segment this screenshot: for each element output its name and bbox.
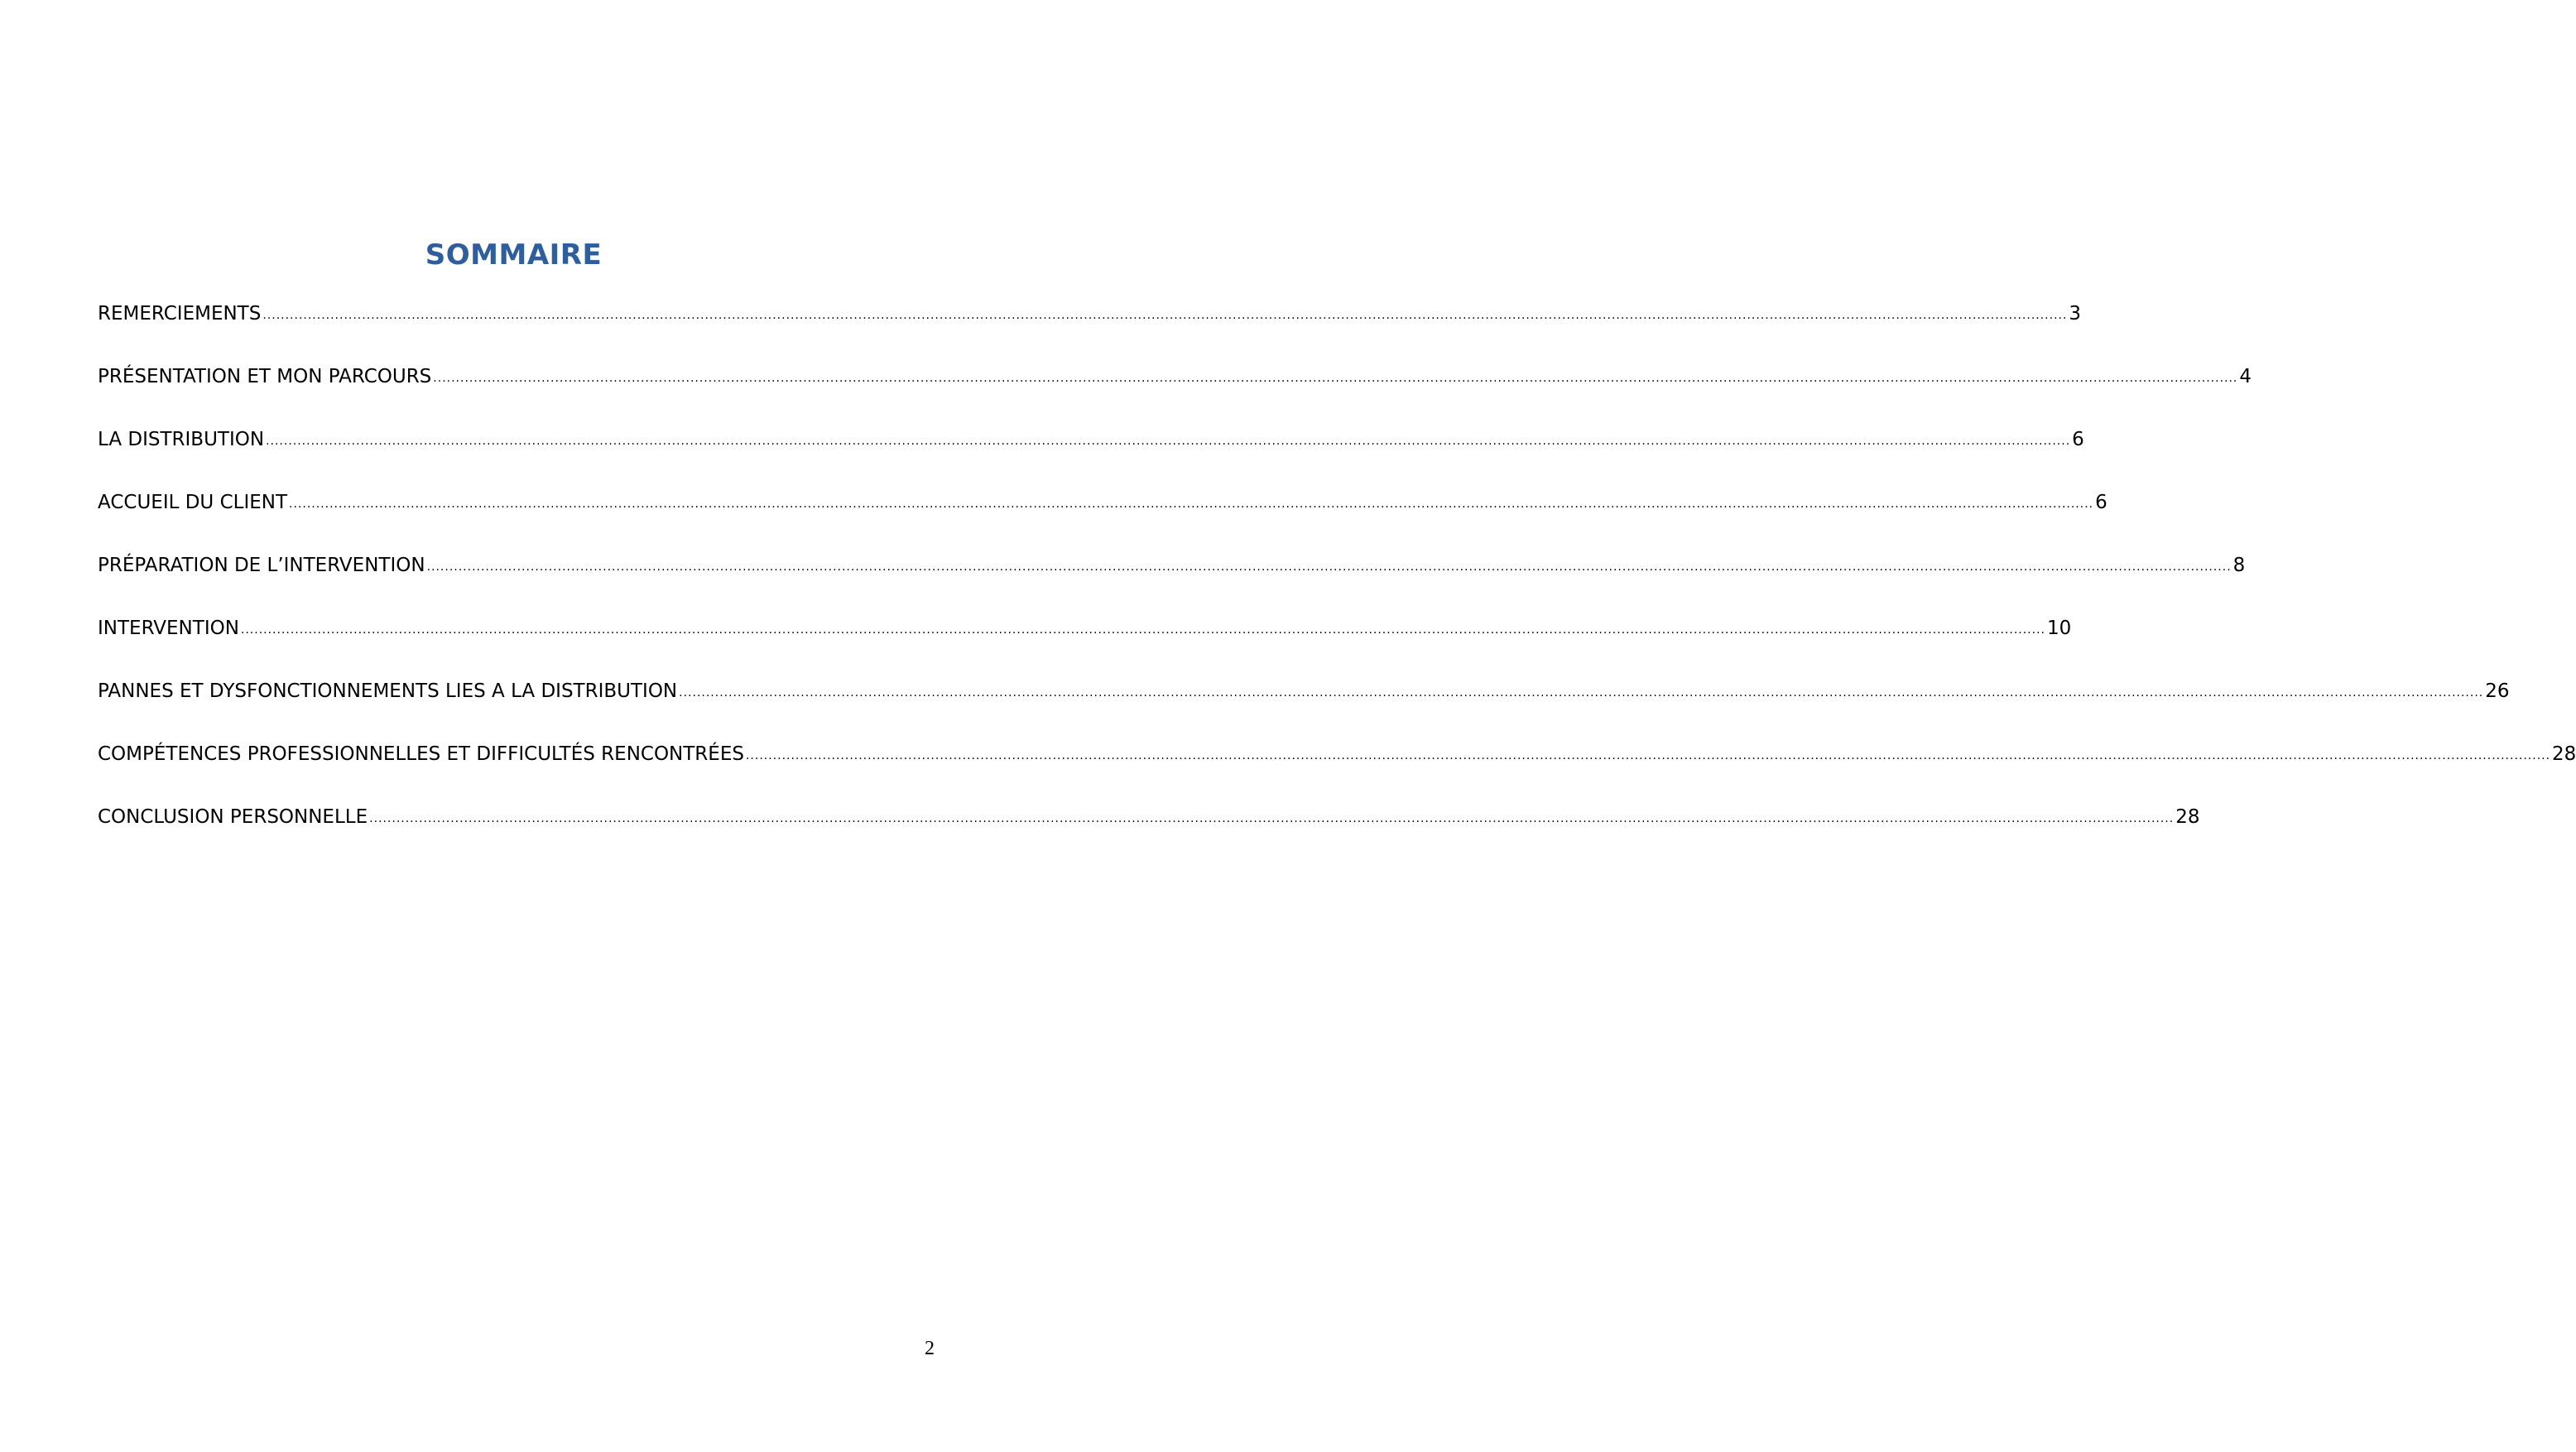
toc-entry xyxy=(98,301,2082,364)
toc-entry xyxy=(98,553,2246,616)
toc-entry xyxy=(98,805,2200,868)
toc-leader-dots: ................................................................................................................................................................................................................................................................................................................................................................................................................ xyxy=(433,372,2238,385)
toc-entry-label: COMPÉTENCES PROFESSIONNELLES ET DIFFICULTÉS RENCONTRÉES xyxy=(98,743,744,765)
toc-entry xyxy=(98,742,2576,805)
toc-leader-dots: ................................................................................................................................................................................................................................................................................................................................................................................................................ xyxy=(262,309,2068,322)
toc-entry-page: 28 xyxy=(2175,806,2200,828)
table-of-contents xyxy=(98,301,2576,868)
toc-entry xyxy=(98,490,2107,553)
toc-entry-page: 3 xyxy=(2069,303,2082,325)
page-title: SOMMAIRE xyxy=(425,238,603,272)
toc-entry-page: 6 xyxy=(2072,429,2084,450)
toc-entry-page: 4 xyxy=(2239,366,2252,387)
page-number: 2 xyxy=(925,1338,935,1359)
toc-entry xyxy=(98,616,2072,679)
toc-leader-dots: ................................................................................................................................................................................................................................................................................................................................................................................................................ xyxy=(679,686,2484,700)
toc-entry-page: 26 xyxy=(2485,680,2510,702)
toc-entry-label: ACCUEIL DU CLIENT xyxy=(98,492,288,513)
toc-entry-page: 6 xyxy=(2095,492,2107,513)
toc-entry xyxy=(98,427,2084,490)
toc-entry-label: PRÉSENTATION ET MON PARCOURS xyxy=(98,366,432,387)
toc-entry-page: 10 xyxy=(2046,618,2072,639)
toc-entry-page: 28 xyxy=(2552,743,2576,765)
toc-entry-label: INTERVENTION xyxy=(98,618,239,639)
toc-entry xyxy=(98,364,2252,427)
toc-entry-label: REMERCIEMENTS xyxy=(98,303,262,325)
toc-entry xyxy=(98,679,2510,742)
toc-entry-label: PANNES ET DYSFONCTIONNEMENTS LIES A LA DISTRIBUTION xyxy=(98,680,678,702)
toc-leader-dots: ................................................................................................................................................................................................................................................................................................................................................................................................................ xyxy=(266,435,2071,448)
toc-entry-label: CONCLUSION PERSONNELLE xyxy=(98,806,368,828)
toc-leader-dots: ................................................................................................................................................................................................................................................................................................................................................................................................................ xyxy=(289,498,2094,511)
toc-leader-dots: ................................................................................................................................................................................................................................................................................................................................................................................................................ xyxy=(240,623,2045,637)
toc-entry-label: PRÉPARATION DE L’INTERVENTION xyxy=(98,555,425,576)
toc-leader-dots: ................................................................................................................................................................................................................................................................................................................................................................................................................ xyxy=(745,749,2551,762)
toc-entry-label: LA DISTRIBUTION xyxy=(98,429,265,450)
toc-leader-dots: ................................................................................................................................................................................................................................................................................................................................................................................................................ xyxy=(426,560,2232,574)
toc-entry-page: 8 xyxy=(2232,555,2246,576)
toc-leader-dots: ................................................................................................................................................................................................................................................................................................................................................................................................................ xyxy=(369,812,2175,825)
